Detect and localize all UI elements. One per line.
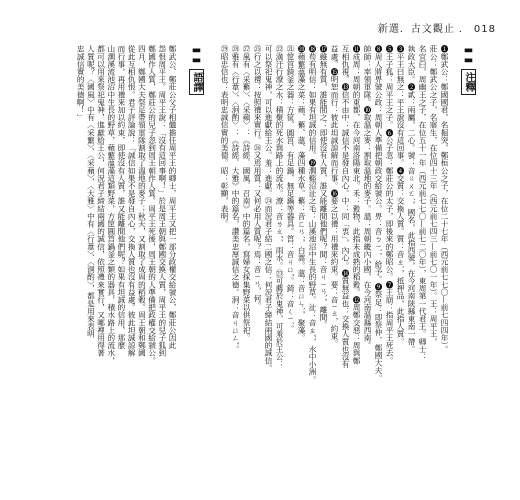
translation-line: 鄭武公、鄭莊公父子相繼擔任周平王的卿士，周平王又把一部分政權交給虢公，鄭莊公因此 bbox=[168, 45, 177, 349]
heading-bars-icon: ▬▬ bbox=[463, 45, 474, 65]
book-title: 新選．古文觀止 bbox=[377, 24, 455, 35]
translation-heading bbox=[189, 45, 204, 465]
note-line: 互相仇視。⓭信不由中：誠信不是發自內心。中：同「衷」，內心。⓮質無益也：交換人質也沒有 bbox=[341, 45, 350, 368]
translation-line: 而行事，再用禮來加以約束，即使沒有人質，誰又能離間他們呢？如果有坦誠的信用，那麼 bbox=[116, 45, 126, 349]
note-line: ⓴蘋蘩薀藻之菜：蘋、蘩、薀、藻四種水草。蘩：音ㄈㄢˊ，白蒿。薀：音ㄩㄣˋ，聚藻。 bbox=[297, 45, 306, 342]
page-body bbox=[44, 45, 476, 465]
note-line: ⓱雖無有質，誰能間之：即使沒有人質，誰又能離間他們呢？間：音ㄐㄧㄢˋ，離間。 bbox=[319, 45, 328, 329]
heading-bars-icon: ▬▬ bbox=[191, 45, 202, 65]
note-line: ㉑筐筥錡釜之器：方筐、圓筥、有足鍋、無足鍋等器具。筥：音ㄐㄩˇ。錡：音ㄑㄧˊ。 bbox=[286, 45, 295, 333]
note-line: 名宜臼，周幽王之子，在位五十一年（西元前七七〇—前七二〇年），東周第一代君王。卿士： bbox=[418, 45, 427, 361]
notes-title: 注釋 bbox=[461, 69, 476, 95]
note-line: ⓲苟有明信：如果有坦誠的信用。⓳澗谿沼沚之毛：山溪池沼中生長的野草。沚：音ㄓˇ，水中小洲。 bbox=[308, 45, 317, 384]
note-line: ⓫成周：周朝的東都，在今河南洛陽東北。禾：穀物，此指未成熟的稻穀。⓬周鄭交惡：周與鄭 bbox=[352, 45, 361, 365]
note-line: ㉘雅有〈行葦〉、〈泂酌〉：《詩經．大雅》中的篇名，讚美忠厚誠信之德。泂：音ㄐㄩㄥˇ。 bbox=[231, 45, 240, 353]
page-number: 018 bbox=[473, 24, 496, 35]
translation-title: 語譯 bbox=[189, 69, 204, 95]
header-separator: ． bbox=[458, 24, 470, 35]
translation-line: 人質呢？〈國風〉中有〈采蘩〉、〈采蘋〉，〈大雅〉中有〈行葦〉、〈泂酌〉，都是用來表明 bbox=[86, 45, 96, 338]
translation-line: 山澗溪流池沼中生長的野草，蘋蘩薀藻這類野菜，方筐圓筥鍋釜之類的器具，積水路上的流水， bbox=[106, 45, 116, 365]
note-line: 莊公：鄭武公之子，名寤生，在位四十三年（西元前七四三—前七〇一年）。王：周平王， bbox=[429, 45, 438, 346]
section-gap bbox=[204, 45, 218, 465]
note-line: ❸平王曰無之：平王說沒有這回事。❹交質：交換人質。質：音ㄓˋ，抵押品，此指人質。 bbox=[396, 45, 405, 346]
note-line: ❺王子狐：周平王之子。❻公子忽：鄭莊公的太子，即後來的鄭昭公。❼王崩：指周平王死去。 bbox=[385, 45, 394, 365]
note-line: ㉗風有〈采蘩〉、〈采蘋〉：《詩經．國風．召南》中的篇名，寫婦女採集野菜以供祭祀。 bbox=[242, 45, 251, 342]
page-header bbox=[300, 20, 496, 36]
note-line: ❶鄭武公：鄭國國君，名掘突，鄭桓公之子，在位二十七年（西元前七七〇—前七四四年）。 bbox=[440, 45, 449, 353]
translation-line: 怨恨周平王。周平王說：「沒有這回事啊！」於是周王朝與鄭國交換人質，周平王的兒子狐到 bbox=[157, 45, 167, 357]
note-line: 執政大臣。❷貳：兩屬，二心。虢：音ㄍㄨㄛˊ，國名，此指西虢，在今河南陝縣東南一帶。 bbox=[407, 45, 416, 353]
note-line: ㉕行之以禮：按照禮來實行。㉖又焉用質：又何必用人質呢？焉：音ㄧㄢ，何。 bbox=[253, 45, 262, 310]
note-line: 可以祭祀鬼神，可以進獻給王公。羞：進獻。㉔而況君子結二國之信：何況君子締結兩國的誠信。 bbox=[264, 45, 273, 372]
translation-line: 忠誠信實的美德啊！」 bbox=[76, 45, 86, 121]
note-line: ❽周人將畀虢公政：周朝人準備把朝政交給虢公。畀：音ㄅㄧˋ，給予。❾祭足：即祭仲，鄭國大夫。 bbox=[374, 45, 383, 382]
translation-line: 鄭國作人質，鄭莊公的兒子忽到周王朝作人質。周平王死後，周王朝的人準備把政權交給虢公。 bbox=[147, 45, 157, 365]
translation-line: 從此互相仇恨。君子評論說：「誠信如果不是發自內心，交換人質也沒有益處。彼此坦誠諒解 bbox=[127, 45, 137, 357]
note-line: 益處。⓯明恕而行：彼此坦誠諒解而行事。⓰要之以禮：用禮來約束。要：音ㄧㄠ，約束。 bbox=[330, 45, 339, 348]
note-line: ㉙昭忠信也：表明忠誠信實的美德。昭：彰顯，表明。 bbox=[220, 45, 229, 228]
translation-line: 四月，鄭國大夫祭足帶領軍隊割取了溫地的麥子；秋天，又割取了成周的稻穀。周王朝和鄭國 bbox=[137, 45, 147, 357]
notes-heading bbox=[461, 45, 476, 465]
note-line: ㉒潢汙行潦之水：積聚的死水與路上的流水。潦：音ㄌㄠˇ，雨水。㉓可薦於鬼神，可羞於王公： bbox=[275, 45, 284, 368]
note-line: 帥師：率領軍隊。❿取溫之麥：割取溫地的麥子。溫：周朝畿內小國，在今河南溫縣西南。 bbox=[363, 45, 372, 349]
translation-line: 都可以用來祭祀鬼神，進獻給王公，何況君子締結兩國的誠信，依照禮來實行，又哪裡用得著 bbox=[96, 45, 106, 357]
